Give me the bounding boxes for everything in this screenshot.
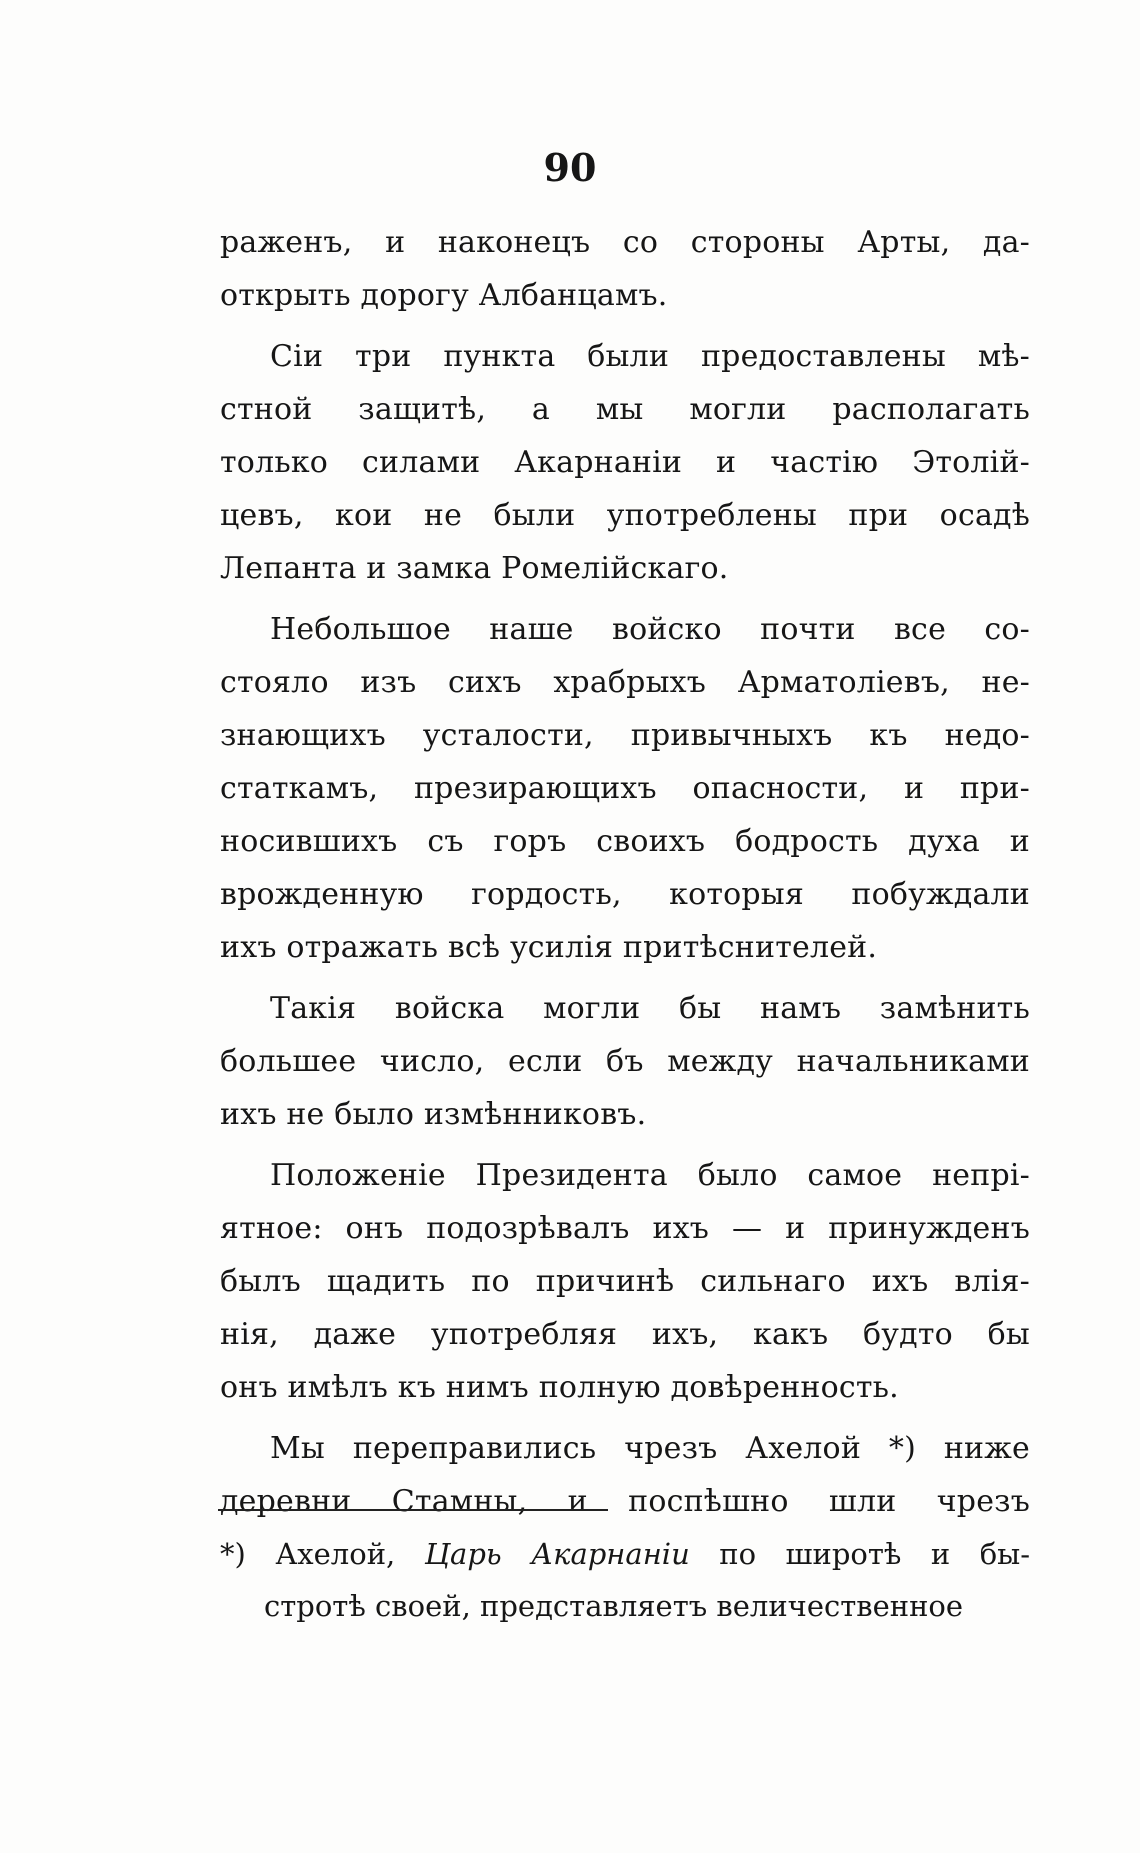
text-line: стной защитѣ, а мы могли располагать	[220, 392, 1030, 427]
footnote-marker: *)	[220, 1537, 246, 1571]
text-line: только силами Акарнаніи и частію Этолій-	[220, 445, 1030, 480]
footnote-italic-text: Царь Акарнаніи	[424, 1537, 690, 1571]
text-line: раженъ, и наконецъ со стороны Арты, да-	[220, 225, 1030, 260]
footnote	[220, 1528, 1030, 1632]
footnote-text: Ахелой,	[275, 1537, 396, 1571]
text-line: Положеніе Президента было самое непрі-	[270, 1158, 1030, 1193]
footnote-divider	[218, 1509, 608, 1511]
footnote-text: по широтѣ и бы-	[719, 1537, 1031, 1571]
text-line: врожденную гордость, которыя побуждали	[220, 877, 1030, 912]
text-line: Лепанта и замка Ромелійскаго.	[220, 551, 729, 586]
body-text	[220, 216, 1030, 1528]
text-line: цевъ, кои не были употреблены при осадѣ	[220, 498, 1030, 533]
text-line: онъ имѣлъ къ нимъ полную довѣренность.	[220, 1370, 899, 1405]
text-line: Мы переправились чрезъ Ахелой *) ниже	[270, 1431, 1030, 1466]
text-line: ятное: онъ подозрѣвалъ ихъ — и принужденъ	[220, 1211, 1030, 1246]
text-line: деревни Стамны, и поспѣшно шли чрезъ	[220, 1484, 1030, 1519]
text-line: статкамъ, презирающихъ опасности, и при-	[220, 771, 1030, 806]
text-line: знающихъ усталости, привычныхъ къ недо-	[220, 718, 1030, 753]
text-line: Такія войска могли бы намъ замѣнить	[270, 991, 1030, 1026]
text-line: нія, даже употребляя ихъ, какъ будто бы	[220, 1317, 1030, 1352]
text-line: былъ щадить по причинѣ сильнаго ихъ влія-	[220, 1264, 1030, 1299]
page-number: 90	[543, 145, 597, 190]
text-line: ихъ отражать всѣ усилія притѣснителей.	[220, 930, 878, 965]
text-line: открыть дорогу Албанцамъ.	[220, 278, 668, 313]
footnote-line	[220, 1528, 1030, 1580]
text-line: носившихъ съ горъ своихъ бодрость духа и	[220, 824, 1030, 859]
text-line: Сіи три пункта были предоставлены мѣ-	[270, 339, 1030, 374]
text-line: большее число, если бъ между начальниками	[220, 1044, 1030, 1079]
text-line: стояло изъ сихъ храбрыхъ Арматоліевъ, не-	[220, 665, 1030, 700]
footnote-line: стротѣ своей, представляетъ величественное	[264, 1589, 964, 1623]
text-line: ихъ не было измѣнниковъ.	[220, 1097, 647, 1132]
text-line: Небольшое наше войско почти все со-	[270, 612, 1030, 647]
